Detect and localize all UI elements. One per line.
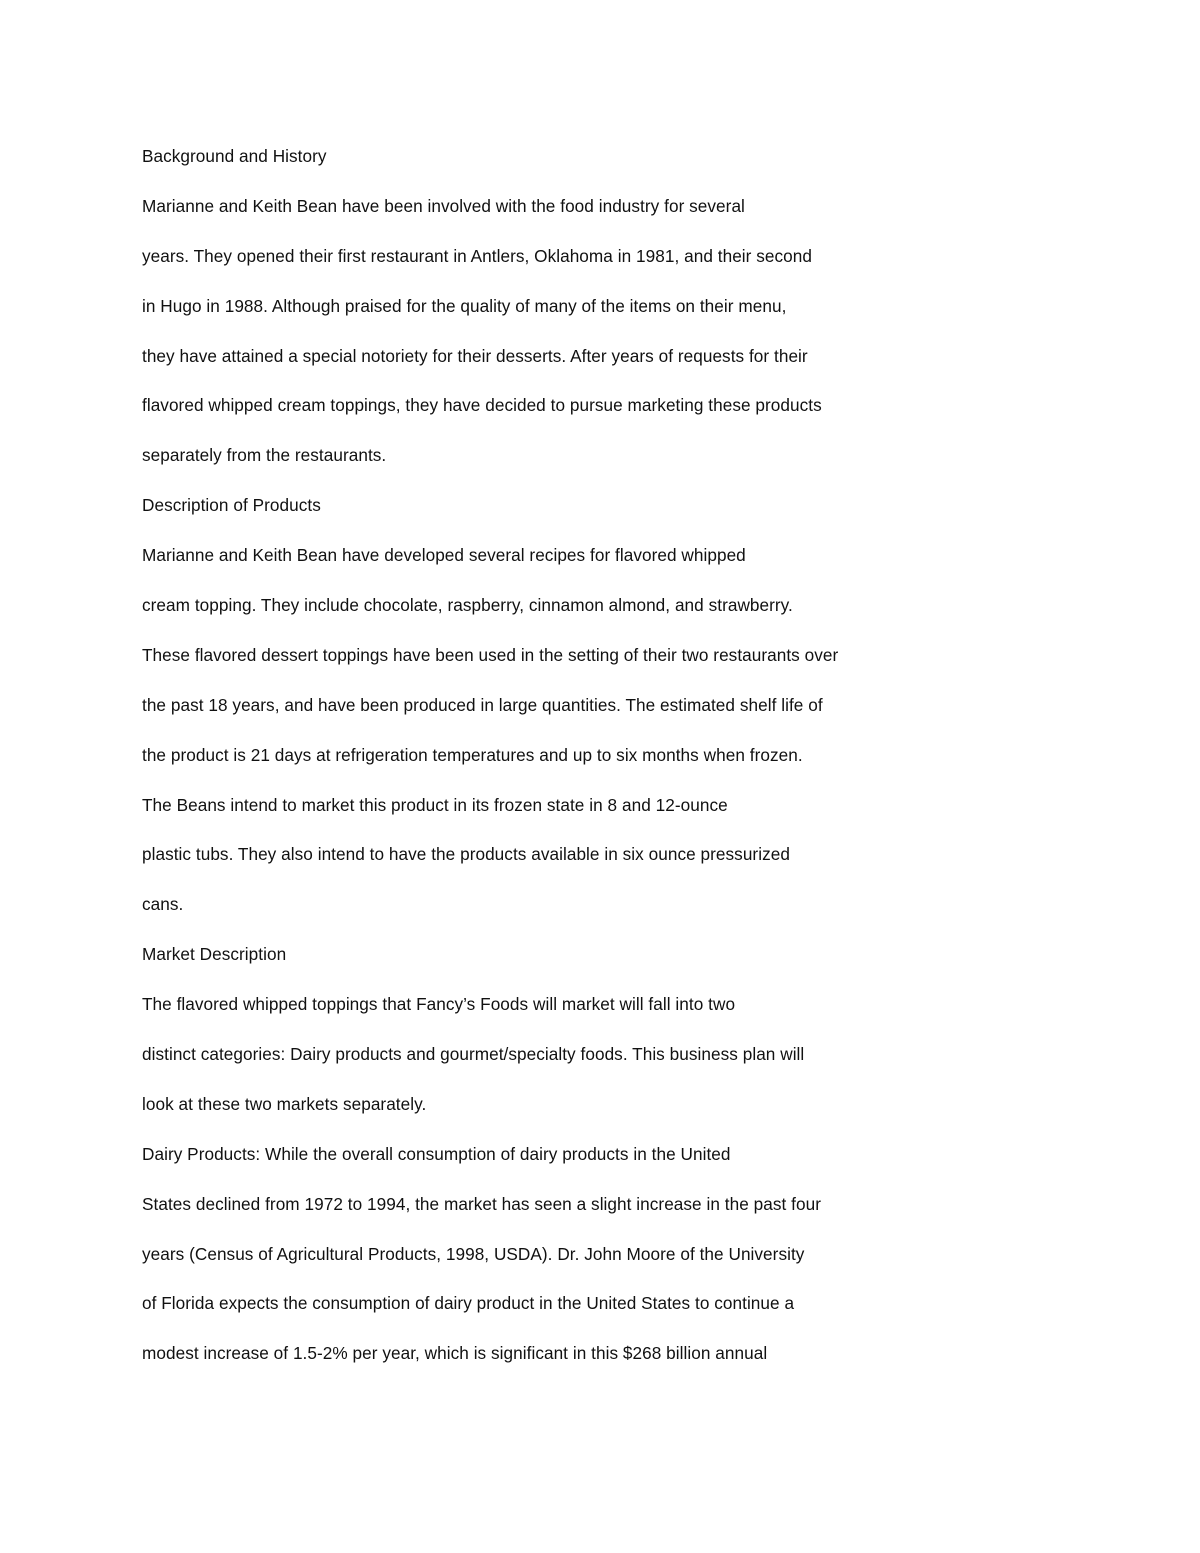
section-heading-background-history: Background and History xyxy=(142,146,327,166)
document-body xyxy=(142,142,962,1389)
text-line: look at these two markets separately. xyxy=(142,1093,427,1114)
text-line: the past 18 years, and have been produced in large quantities. The estimated shelf life of xyxy=(142,694,823,715)
text-line: flavored whipped cream toppings, they have decided to pursue marketing these products xyxy=(142,395,822,416)
section-heading-market-description: Market Description xyxy=(142,944,287,965)
text-line: they have attained a special notoriety for their desserts. After years of requests for their xyxy=(142,345,808,366)
text-line: plastic tubs. They also intend to have the products available in six ounce pressurized xyxy=(142,844,790,865)
text-line: modest increase of 1.5-2% per year, which is significant in this $268 billion annual xyxy=(142,1343,768,1364)
text-line: Dairy Products: While the overall consumption of dairy products in the United xyxy=(142,1143,731,1164)
text-line: Marianne and Keith Bean have been involved with the food industry for several xyxy=(142,195,745,216)
text-line: cream topping. They include chocolate, raspberry, cinnamon almond, and strawberry. xyxy=(142,595,793,616)
text-line: cans. xyxy=(142,894,184,915)
section-heading-description-of-products: Description of Products xyxy=(142,495,321,516)
text-line: in Hugo in 1988. Although praised for the quality of many of the items on their menu, xyxy=(142,295,787,316)
text-line: These flavored dessert toppings have been used in the setting of their two restaurants over xyxy=(142,644,839,665)
text-line: States declined from 1972 to 1994, the market has seen a slight increase in the past four xyxy=(142,1193,821,1214)
text-line: The Beans intend to market this product in its frozen state in 8 and 12-ounce xyxy=(142,794,728,815)
text-line: The flavored whipped toppings that Fancy’s Foods will market will fall into two xyxy=(142,994,736,1015)
text-line: Marianne and Keith Bean have developed several recipes for flavored whipped xyxy=(142,545,746,566)
text-line: years. They opened their first restaurant in Antlers, Oklahoma in 1981, and their second xyxy=(142,245,812,266)
text-line: years (Census of Agricultural Products, 1998, USDA). Dr. John Moore of the University xyxy=(142,1243,805,1264)
text-line: separately from the restaurants. xyxy=(142,445,387,466)
text-line: distinct categories: Dairy products and gourmet/specialty foods. This business plan will xyxy=(142,1044,805,1065)
text-line: the product is 21 days at refrigeration temperatures and up to six months when frozen. xyxy=(142,744,803,765)
text-line: of Florida expects the consumption of dairy product in the United States to continue a xyxy=(142,1293,795,1314)
